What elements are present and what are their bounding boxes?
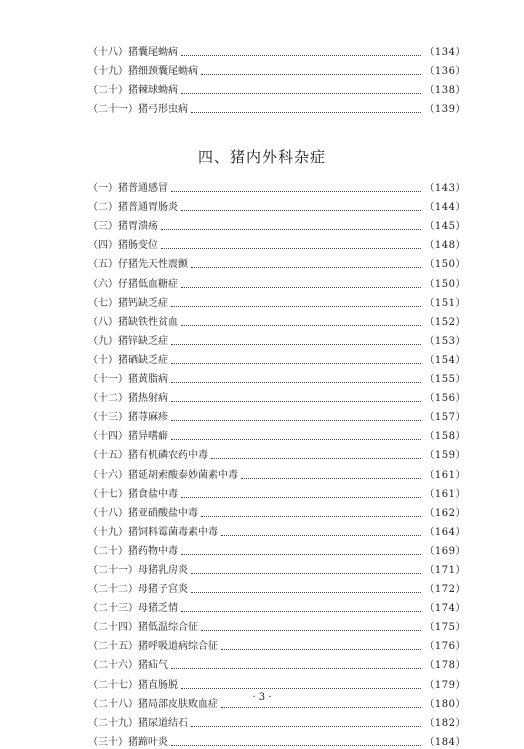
dot-leader — [181, 210, 421, 211]
entry-number: （十） — [88, 354, 118, 366]
dot-leader — [211, 458, 421, 459]
entry-title: 猪缺铁性贫血 — [118, 316, 178, 328]
entry-page-number: （139） — [424, 104, 466, 116]
dot-leader — [181, 554, 421, 555]
entry-page-number: （179） — [424, 679, 466, 691]
dot-leader — [171, 668, 421, 669]
dot-leader — [171, 363, 421, 364]
entry-title: 猪延胡索酸泰妙菌素中毒 — [128, 469, 238, 481]
entry-title: 猪弓形虫病 — [138, 104, 188, 116]
entry-number: （六） — [88, 278, 118, 290]
entry-title: 猪食盐中毒 — [128, 488, 178, 500]
entry-number: （八） — [88, 316, 118, 328]
dot-leader — [181, 688, 421, 689]
toc-entry[interactable] — [88, 634, 466, 653]
dot-leader — [171, 401, 421, 402]
entry-title: 猪普通感冒 — [118, 183, 168, 195]
dot-leader — [191, 592, 421, 593]
entry-page-number: （158） — [424, 431, 466, 443]
entry-page-number: （171） — [424, 564, 466, 576]
toc-entry[interactable] — [88, 310, 466, 329]
dot-leader — [191, 112, 421, 113]
entry-title: 猪普通胃肠炎 — [118, 202, 178, 214]
dot-leader — [201, 516, 421, 517]
entry-page-number: （143） — [424, 183, 466, 195]
entry-title: 仔猪先天性震颤 — [118, 259, 188, 271]
entry-number: （十七） — [88, 488, 128, 500]
dot-leader — [171, 439, 421, 440]
entry-page-number: （145） — [424, 221, 466, 233]
entry-number: （二十一） — [88, 564, 138, 576]
toc-entry[interactable] — [88, 59, 466, 78]
entry-title: 猪蹄叶炎 — [128, 736, 168, 748]
dot-leader — [181, 93, 421, 94]
entry-number: （二十七） — [88, 679, 138, 691]
toc-list-previous-section — [88, 40, 466, 116]
entry-title: 猪低温综合征 — [138, 622, 198, 634]
entry-page-number: （144） — [424, 202, 466, 214]
entry-number: （二十） — [88, 545, 128, 557]
dot-leader — [241, 478, 421, 479]
toc-entry[interactable] — [88, 214, 466, 233]
entry-title: 猪亚硝酸盐中毒 — [128, 507, 198, 519]
entry-number: （四） — [88, 240, 118, 252]
entry-title: 猪异嗜癖 — [128, 431, 168, 443]
entry-title: 猪局部皮肤败血症 — [138, 698, 218, 710]
toc-entry[interactable] — [88, 462, 466, 481]
entry-page-number: （138） — [424, 85, 466, 97]
entry-title: 猪锌缺乏症 — [118, 335, 168, 347]
entry-page-number: （161） — [424, 488, 466, 500]
toc-entry[interactable] — [88, 596, 466, 615]
toc-entry[interactable] — [88, 78, 466, 97]
entry-number: （三十） — [88, 736, 128, 748]
entry-number: （一） — [88, 183, 118, 195]
toc-entry[interactable] — [88, 615, 466, 634]
entry-title: 猪尿道结石 — [138, 717, 188, 729]
entry-page-number: （150） — [424, 278, 466, 290]
entry-title: 猪饲料霉菌毒素中毒 — [128, 526, 218, 538]
entry-page-number: （164） — [424, 526, 466, 538]
entry-number: （二十二） — [88, 584, 138, 596]
entry-page-number: （174） — [424, 603, 466, 615]
toc-entry[interactable] — [88, 520, 466, 539]
entry-title: 猪钙缺乏症 — [118, 297, 168, 309]
section-heading: 四、猪内外科杂症 — [197, 148, 326, 166]
entry-page-number: （159） — [424, 450, 466, 462]
entry-number: （二十九） — [88, 717, 138, 729]
entry-page-number: （162） — [424, 507, 466, 519]
toc-entry[interactable] — [88, 252, 466, 271]
entry-number: （十四） — [88, 431, 128, 443]
toc-entry[interactable] — [88, 558, 466, 577]
toc-list-section-four — [88, 176, 466, 749]
entry-title: 猪棘球蚴病 — [128, 85, 178, 97]
dot-leader — [181, 497, 421, 498]
entry-title: 猪肠变位 — [118, 240, 158, 252]
dot-leader — [201, 630, 421, 631]
entry-page-number: （136） — [424, 66, 466, 78]
dot-leader — [171, 191, 421, 192]
entry-number: （二十三） — [88, 603, 138, 615]
entry-page-number: （175） — [424, 622, 466, 634]
toc-entry[interactable] — [88, 424, 466, 443]
entry-number: （十三） — [88, 412, 128, 424]
entry-page-number: （151） — [424, 297, 466, 309]
entry-number: （九） — [88, 335, 118, 347]
entry-number: （二十五） — [88, 641, 138, 653]
entry-title: 猪有机磷农药中毒 — [128, 450, 208, 462]
toc-entry[interactable] — [88, 195, 466, 214]
toc-entry[interactable] — [88, 577, 466, 596]
dot-leader — [221, 535, 421, 536]
entry-number: （十六） — [88, 469, 128, 481]
entry-title: 猪药物中毒 — [128, 545, 178, 557]
entry-number: （二十六） — [88, 660, 138, 672]
entry-number: （二十八） — [88, 698, 138, 710]
entry-title: 猪黄脂病 — [128, 374, 168, 386]
entry-page-number: （134） — [424, 47, 466, 59]
toc-entry[interactable] — [88, 348, 466, 367]
entry-title: 猪荨麻疹 — [128, 412, 168, 424]
toc-entry[interactable] — [88, 329, 466, 348]
entry-title: 猪直肠脱 — [138, 679, 178, 691]
entry-number: （十一） — [88, 374, 128, 386]
entry-number: （十二） — [88, 393, 128, 405]
dot-leader — [181, 287, 421, 288]
entry-number: （五） — [88, 259, 118, 271]
entry-title: 猪细颈囊尾蚴病 — [128, 66, 198, 78]
entry-title: 仔猪低血糖症 — [118, 278, 178, 290]
entry-number: （二） — [88, 202, 118, 214]
dot-leader — [171, 382, 421, 383]
dot-leader — [171, 306, 421, 307]
entry-title: 猪热射病 — [128, 393, 168, 405]
entry-number: （十九） — [88, 66, 128, 78]
toc-entry[interactable] — [88, 40, 466, 59]
entry-number: （三） — [88, 221, 118, 233]
dot-leader — [171, 344, 421, 345]
entry-page-number: （153） — [424, 335, 466, 347]
dot-leader — [161, 248, 421, 249]
entry-number: （十五） — [88, 450, 128, 462]
entry-number: （十九） — [88, 526, 128, 538]
entry-number: （十八） — [88, 47, 128, 59]
entry-title: 母猪乏情 — [138, 603, 178, 615]
dot-leader — [181, 325, 421, 326]
toc-entry[interactable] — [88, 539, 466, 558]
entry-page-number: （182） — [424, 717, 466, 729]
toc-entry[interactable] — [88, 97, 466, 116]
toc-entry[interactable] — [88, 291, 466, 310]
dot-leader — [221, 707, 421, 708]
toc-entry[interactable] — [88, 443, 466, 462]
dot-leader — [191, 726, 421, 727]
dot-leader — [191, 267, 421, 268]
toc-entry[interactable] — [88, 233, 466, 252]
dot-leader — [161, 229, 421, 230]
entry-number: （二十） — [88, 85, 128, 97]
entry-number: （二十一） — [88, 104, 138, 116]
dot-leader — [171, 745, 421, 746]
entry-title: 猪硒缺乏症 — [118, 354, 168, 366]
dot-leader — [181, 611, 421, 612]
toc-entry[interactable] — [88, 405, 466, 424]
toc-entry[interactable] — [88, 271, 466, 290]
dot-leader — [221, 649, 421, 650]
toc-entry[interactable] — [88, 711, 466, 730]
entry-title: 猪囊尾蚴病 — [128, 47, 178, 59]
toc-entry[interactable] — [88, 367, 466, 386]
dot-leader — [201, 74, 421, 75]
entry-page-number: （172） — [424, 584, 466, 596]
toc-entry[interactable] — [88, 730, 466, 749]
entry-page-number: （161） — [424, 469, 466, 481]
entry-number: （二十四） — [88, 622, 138, 634]
entry-title: 猪疝气 — [138, 660, 168, 672]
entry-title: 母猪子宫炎 — [138, 584, 188, 596]
page-number: · 3 · — [252, 692, 272, 703]
entry-page-number: （184） — [424, 736, 466, 748]
dot-leader — [191, 573, 421, 574]
entry-number: （十八） — [88, 507, 128, 519]
entry-page-number: （157） — [424, 412, 466, 424]
entry-page-number: （155） — [424, 374, 466, 386]
entry-page-number: （150） — [424, 259, 466, 271]
entry-number: （七） — [88, 297, 118, 309]
toc-entry[interactable] — [88, 176, 466, 195]
toc-entry[interactable] — [88, 672, 466, 691]
toc-entry[interactable] — [88, 386, 466, 405]
entry-page-number: （148） — [424, 240, 466, 252]
toc-entry[interactable] — [88, 482, 466, 501]
entry-title: 猪胃溃疡 — [118, 221, 158, 233]
entry-page-number: （169） — [424, 545, 466, 557]
dot-leader — [181, 55, 421, 56]
entry-page-number: （156） — [424, 393, 466, 405]
entry-page-number: （154） — [424, 354, 466, 366]
toc-entry[interactable] — [88, 653, 466, 672]
entry-title: 猪呼吸道病综合征 — [138, 641, 218, 653]
toc-entry[interactable] — [88, 501, 466, 520]
entry-page-number: （180） — [424, 698, 466, 710]
dot-leader — [171, 420, 421, 421]
entry-page-number: （178） — [424, 660, 466, 672]
entry-page-number: （152） — [424, 316, 466, 328]
entry-title: 母猪乳房炎 — [138, 564, 188, 576]
entry-page-number: （176） — [424, 641, 466, 653]
